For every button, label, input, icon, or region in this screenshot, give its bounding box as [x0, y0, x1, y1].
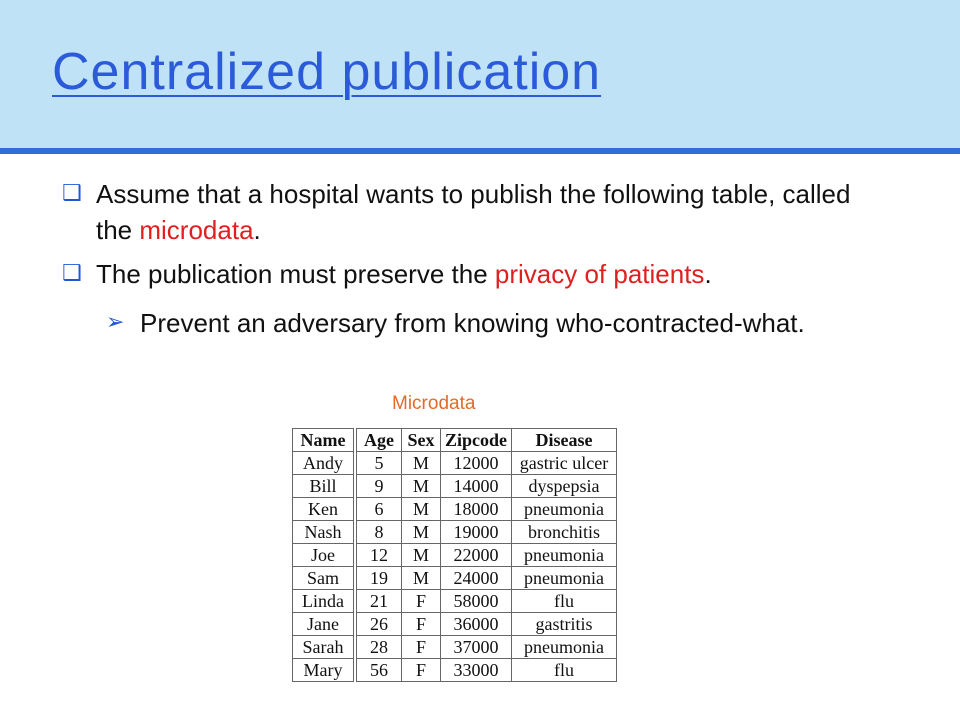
table-row — [357, 544, 617, 567]
square-bullet-icon: ❑ — [62, 261, 82, 286]
table-row — [293, 567, 354, 590]
name-cell: Linda — [293, 590, 354, 613]
table-row — [357, 521, 617, 544]
disease-cell: pneumonia — [512, 636, 617, 659]
zipcode-cell: 18000 — [441, 498, 512, 521]
disease-cell: flu — [512, 659, 617, 682]
age-cell: 56 — [357, 659, 402, 682]
sex-cell: F — [402, 613, 441, 636]
bullet-2 — [62, 256, 882, 292]
names-header: Name — [293, 429, 354, 452]
age-cell: 5 — [357, 452, 402, 475]
table-row — [357, 613, 617, 636]
disease-cell: flu — [512, 590, 617, 613]
table-row — [357, 590, 617, 613]
name-cell: Sam — [293, 567, 354, 590]
zipcode-cell: 14000 — [441, 475, 512, 498]
name-cell: Andy — [293, 452, 354, 475]
disease-cell: pneumonia — [512, 567, 617, 590]
bullet-1-highlight: microdata — [139, 215, 254, 245]
disease-cell: gastritis — [512, 613, 617, 636]
table-row — [357, 498, 617, 521]
sex-cell: M — [402, 544, 441, 567]
name-cell: Sarah — [293, 636, 354, 659]
table-row — [357, 452, 617, 475]
name-cell: Jane — [293, 613, 354, 636]
zipcode-cell: 22000 — [441, 544, 512, 567]
zipcode-cell: 37000 — [441, 636, 512, 659]
square-bullet-icon: ❑ — [62, 181, 82, 206]
bullet-1-end: . — [253, 215, 261, 245]
name-cell: Joe — [293, 544, 354, 567]
sex-cell: F — [402, 659, 441, 682]
table-row — [293, 659, 354, 682]
sex-cell: M — [402, 521, 441, 544]
slide-title: Centralized publication — [52, 43, 602, 101]
zipcode-cell: 36000 — [441, 613, 512, 636]
sex-cell: F — [402, 636, 441, 659]
disease-cell: dyspepsia — [512, 475, 617, 498]
names-table — [292, 428, 354, 682]
table-caption: Microdata — [392, 393, 476, 414]
column-header-disease: Disease — [512, 429, 617, 452]
table-row — [357, 567, 617, 590]
table-row — [293, 613, 354, 636]
zipcode-cell: 24000 — [441, 567, 512, 590]
age-cell: 28 — [357, 636, 402, 659]
age-cell: 12 — [357, 544, 402, 567]
bullet-2-text: The publication must preserve the — [96, 259, 495, 289]
column-header-sex: Sex — [402, 429, 441, 452]
table-row — [357, 636, 617, 659]
sex-cell: M — [402, 498, 441, 521]
column-header-zipcode: Zipcode — [441, 429, 512, 452]
zipcode-cell: 19000 — [441, 521, 512, 544]
table-row — [293, 521, 354, 544]
table-row — [293, 498, 354, 521]
column-header-age: Age — [357, 429, 402, 452]
table-row — [357, 475, 617, 498]
sex-cell: M — [402, 452, 441, 475]
name-cell: Mary — [293, 659, 354, 682]
zipcode-cell: 58000 — [441, 590, 512, 613]
sex-cell: F — [402, 590, 441, 613]
disease-cell: pneumonia — [512, 544, 617, 567]
sex-cell: M — [402, 567, 441, 590]
table-row — [293, 475, 354, 498]
table-row — [293, 590, 354, 613]
disease-cell: bronchitis — [512, 521, 617, 544]
age-cell: 9 — [357, 475, 402, 498]
header-rule — [0, 148, 960, 154]
age-cell: 8 — [357, 521, 402, 544]
arrow-bullet-icon: ➢ — [106, 310, 125, 335]
zipcode-cell: 12000 — [441, 452, 512, 475]
sub-bullet-1-text: Prevent an adversary from knowing who-contracted-what. — [140, 308, 805, 338]
disease-cell: pneumonia — [512, 498, 617, 521]
age-cell: 6 — [357, 498, 402, 521]
bullet-2-highlight: privacy of patients — [494, 259, 705, 289]
disease-cell: gastric ulcer — [512, 452, 617, 475]
sex-cell: M — [402, 475, 441, 498]
table-row — [293, 636, 354, 659]
name-cell: Nash — [293, 521, 354, 544]
zipcode-cell: 33000 — [441, 659, 512, 682]
table-row — [357, 659, 617, 682]
name-cell: Bill — [293, 475, 354, 498]
table-row — [293, 544, 354, 567]
age-cell: 19 — [357, 567, 402, 590]
bullet-2-end: . — [704, 259, 712, 289]
microdata-table — [356, 428, 617, 682]
age-cell: 26 — [357, 613, 402, 636]
bullet-1 — [62, 176, 882, 248]
name-cell: Ken — [293, 498, 354, 521]
table-row — [293, 452, 354, 475]
sub-bullet-1 — [106, 305, 886, 341]
age-cell: 21 — [357, 590, 402, 613]
bullet-1-text: Assume that a hospital wants to publish the following table, called the — [96, 179, 851, 245]
